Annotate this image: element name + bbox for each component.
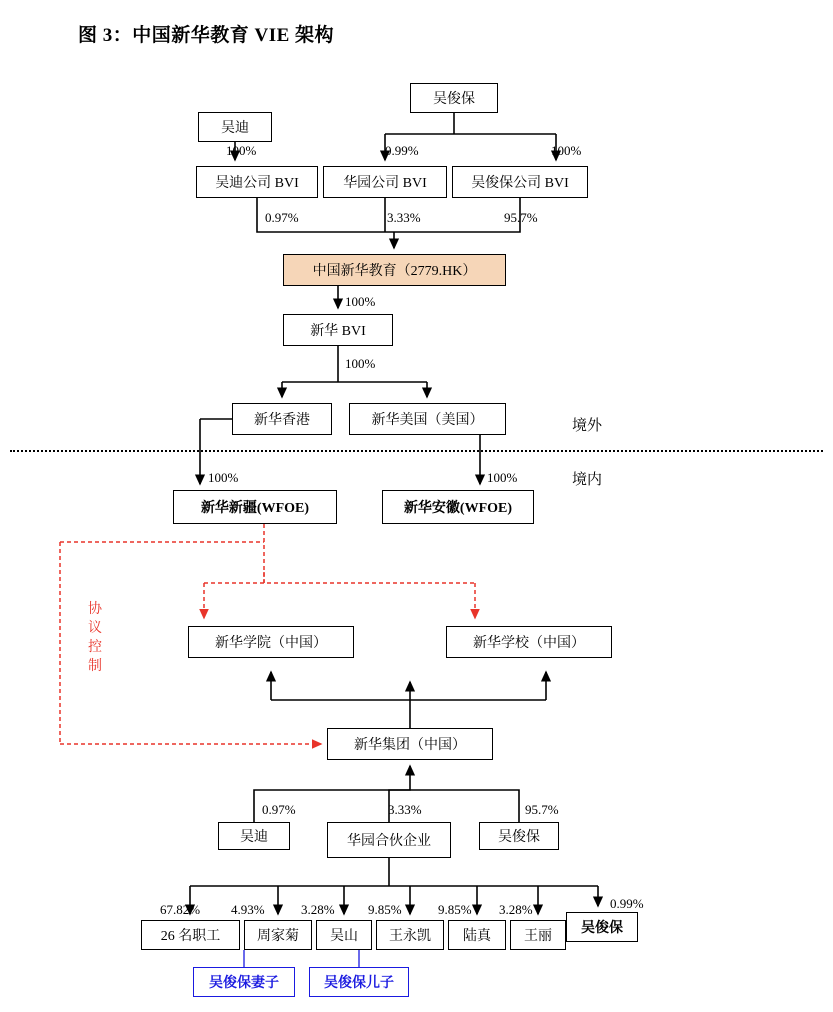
- node-label: 华园合伙企业: [347, 834, 431, 849]
- node-huayuan_bvi[interactable]: [323, 166, 447, 198]
- edge-label-wujunbao-to-wujunbaobvi: 100%: [551, 143, 582, 158]
- node-label: 新华学院（中国）: [215, 636, 327, 651]
- node-label: 新华安徽(WFOE): [403, 501, 513, 516]
- region-label-onshore: 境内: [572, 472, 603, 488]
- node-label: 吴俊保: [433, 92, 475, 107]
- edge-label-zhou-share: 4.93%: [231, 902, 265, 917]
- edge-label-huayuanbvi-to-listco: 3.33%: [387, 210, 421, 225]
- node-son_note[interactable]: [309, 967, 409, 997]
- node-label: 王丽: [524, 929, 552, 944]
- node-label: 华园公司 BVI: [343, 176, 427, 191]
- edge-label-wushan-share: 3.28%: [301, 902, 335, 917]
- node-wfoe_xinjiang[interactable]: [173, 490, 337, 524]
- node-wushan[interactable]: [316, 920, 372, 950]
- edge-label-xinhuahk-to-wfoe: 100%: [208, 470, 239, 485]
- node-label: 新华香港: [254, 413, 310, 428]
- node-wife_note[interactable]: [193, 967, 295, 997]
- edge-label-staff-share: 67.82%: [160, 902, 201, 917]
- node-label: 中国新华教育（2779.HK）: [312, 264, 477, 279]
- node-wujunbao_bvi[interactable]: [452, 166, 588, 198]
- node-xinhua_group[interactable]: [327, 728, 493, 760]
- node-label: 新华 BVI: [310, 324, 366, 339]
- node-staff26[interactable]: [141, 920, 240, 950]
- node-label: 吴迪: [240, 830, 268, 845]
- node-wudi_top[interactable]: [198, 112, 272, 142]
- edge-label-wujunbao-to-huayuanbvi: 0.99%: [385, 143, 419, 158]
- node-wujunbao_bottom[interactable]: [479, 822, 559, 850]
- figure-title: 图 3：中国新华教育 VIE 架构: [78, 25, 335, 46]
- node-label: 新华美国（美国）: [371, 413, 484, 428]
- node-wujunbao_top[interactable]: [410, 83, 498, 113]
- node-label: 周家菊: [257, 929, 299, 944]
- node-luzhen[interactable]: [448, 920, 506, 950]
- node-label: 陆真: [463, 929, 491, 944]
- node-label: 吴俊保: [498, 830, 540, 845]
- node-wangyongkai[interactable]: [376, 920, 444, 950]
- node-label: 吴俊保: [581, 921, 623, 936]
- node-xinhua_bvi[interactable]: [283, 314, 393, 346]
- edge-label-huayuan-to-group: 3.33%: [388, 802, 422, 817]
- region-label-offshore: 境外: [572, 418, 603, 434]
- edge-label-xinhuabvi-to-subs: 100%: [345, 356, 376, 371]
- control-label: 协 议 控 制: [88, 602, 102, 674]
- node-wangli[interactable]: [510, 920, 566, 950]
- node-xinhua_us[interactable]: [349, 403, 506, 435]
- node-label: 新华新疆(WFOE): [200, 501, 310, 516]
- edge-label-wangli-share: 3.28%: [499, 902, 533, 917]
- edge-label-lu-share: 9.85%: [438, 902, 472, 917]
- node-label: 吴俊保儿子: [324, 976, 394, 991]
- edge-label-wudi-to-wudibvi: 100%: [226, 143, 257, 158]
- node-xinhua_school[interactable]: [446, 626, 612, 658]
- edge-label-wujunbao-share: 0.99%: [610, 896, 644, 911]
- node-xinhua_hk[interactable]: [232, 403, 332, 435]
- node-zhoujiaju[interactable]: [244, 920, 312, 950]
- node-wudi_bottom[interactable]: [218, 822, 290, 850]
- edge-label-wujunbao-to-group: 95.7%: [525, 802, 559, 817]
- node-label: 吴山: [330, 929, 358, 944]
- node-listco[interactable]: [283, 254, 506, 286]
- node-huayuan_partnership[interactable]: [327, 822, 451, 858]
- edge-label-wujunbaobvi-to-listco: 95.7%: [504, 210, 538, 225]
- node-label: 吴迪公司 BVI: [215, 176, 299, 191]
- edge-label-wudi-to-group: 0.97%: [262, 802, 296, 817]
- edge-label-wang-share: 9.85%: [368, 902, 402, 917]
- node-label: 王永凯: [389, 929, 431, 944]
- node-label: 26 名职工: [160, 929, 221, 944]
- edge-label-wudibvi-to-listco: 0.97%: [265, 210, 299, 225]
- edge-label-xinhuaus-to-wfoe: 100%: [487, 470, 518, 485]
- node-wfoe_anhui[interactable]: [382, 490, 534, 524]
- node-label: 新华学校（中国）: [473, 636, 585, 651]
- node-label: 吴迪: [221, 121, 249, 136]
- edge-label-listco-to-xinhuabvi: 100%: [345, 294, 376, 309]
- node-wujunbao_holder[interactable]: [566, 912, 638, 942]
- node-label: 吴俊保公司 BVI: [471, 176, 569, 191]
- node-wudi_bvi[interactable]: [196, 166, 318, 198]
- node-xinhua_college[interactable]: [188, 626, 354, 658]
- node-label: 吴俊保妻子: [209, 976, 279, 991]
- node-label: 新华集团（中国）: [354, 738, 466, 753]
- onshore-offshore-divider: [10, 450, 823, 452]
